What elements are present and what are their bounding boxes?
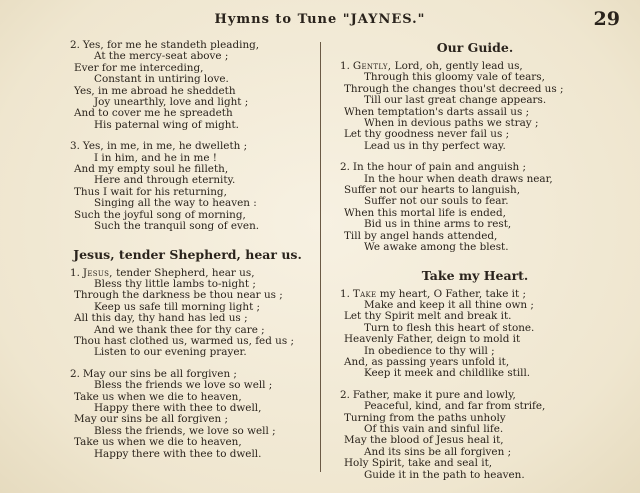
verse-line: In obedience to thy will ;	[364, 344, 495, 357]
left-column	[60, 40, 315, 470]
verse	[330, 162, 620, 253]
verse-line: Happy there with thee to dwell.	[94, 447, 262, 460]
verse-line: 2. In the hour of pain and anguish ;	[340, 161, 527, 174]
verse-line: Such the joyful song of morning,	[74, 208, 246, 221]
verse-line: When temptation's darts assail us ;	[344, 105, 530, 118]
verse-line: 1. Take my heart, O Father, take it ;	[340, 287, 526, 300]
verse-line: Peaceful, kind, and far from strife,	[364, 400, 546, 413]
verse-line: Bless thy little lambs to-night ;	[94, 277, 256, 290]
right-column	[330, 40, 620, 491]
verse-line: Listen to our evening prayer.	[94, 346, 247, 359]
verse-number: 1.	[340, 60, 350, 72]
verse-line: May our sins be all forgiven ;	[74, 413, 229, 426]
verse-line: Bid us in thine arms to rest,	[364, 218, 512, 231]
verse-line: And, as passing years unfold it,	[344, 355, 510, 368]
verse-number: 1.	[70, 266, 80, 279]
verse-line: Lead us in thy perfect way.	[364, 139, 506, 152]
first-word: Take	[352, 287, 377, 300]
first-word: Jesus,	[82, 266, 113, 279]
verse-line: When in devious paths we stray ;	[364, 117, 539, 130]
verse-line: 2. May our sins be all forgiven ;	[70, 367, 237, 380]
verse-line: Through the changes thou'st decreed us ;	[344, 82, 564, 95]
verse-line: Take us when we die to heaven,	[74, 436, 242, 449]
verse-line: I in him, and he in me !	[94, 151, 217, 164]
verse-line: Suffer not our hearts to languish,	[344, 184, 521, 197]
verse-line: Bless the friends we love so well ;	[94, 379, 273, 392]
verse-number: 2.	[340, 388, 350, 401]
verse-number: 2.	[70, 367, 80, 380]
verse-line: And to cover me he spreadeth	[74, 107, 233, 120]
verse-line: 2. Yes, for me he standeth pleading,	[70, 39, 260, 51]
verse-line: Make and keep it all thine own ;	[364, 298, 534, 311]
verse-line: Till by angel hands attended,	[344, 229, 498, 242]
verse	[330, 390, 620, 481]
verse	[330, 289, 620, 380]
verse-line: Happy there with thee to dwell,	[94, 401, 262, 414]
verse-line: Here and through eternity.	[94, 174, 236, 187]
verse-line: Heavenly Father, deign to mold it	[344, 333, 521, 346]
verse-line: Singing all the way to heaven :	[94, 197, 257, 210]
verse-line: In the hour when death draws near,	[364, 172, 553, 185]
verse-line: All this day, thy hand has led us ;	[74, 312, 248, 325]
verse-line: Keep us safe till morning light ;	[94, 300, 261, 313]
verse-line: 1. Jesus, tender Shepherd, hear us,	[70, 266, 255, 279]
verse-line: Let thy Spirit melt and break it.	[344, 310, 512, 323]
first-word: Gently,	[352, 60, 392, 72]
verse-line: 1. Gently, Lord, oh, gently lead us,	[340, 60, 523, 72]
hymn-title: Take my Heart.	[421, 267, 529, 283]
verse-line: We awake among the blest.	[364, 241, 509, 254]
verse	[60, 268, 315, 359]
verse-line: Bless the friends, we love so well ;	[94, 424, 276, 437]
page-number: 29	[593, 8, 620, 30]
verse-line: Let thy goodness never fail us ;	[344, 128, 510, 141]
verse-line: His paternal wing of might.	[94, 118, 239, 131]
verse-line: When this mortal life is ended,	[344, 206, 506, 219]
verse-line: Keep it meek and childlike still.	[364, 367, 531, 380]
hymn-title: Our Guide.	[436, 40, 514, 55]
verse-line: At the mercy-seat above ;	[94, 50, 229, 63]
verse-line: Thus I wait for his returning,	[74, 185, 227, 198]
verse-line: Suffer not our souls to fear.	[364, 195, 509, 208]
running-head	[0, 8, 640, 34]
verse-line: Through the darkness be thou near us ;	[74, 289, 283, 302]
verse-line: And my empty soul he filleth,	[74, 163, 229, 176]
verse	[60, 40, 315, 131]
verse-line: Constant in untiring love.	[94, 73, 229, 86]
page-header-title: Hymns to Tune "JAYNES."	[214, 12, 426, 27]
verse-line: Turning from the paths unholy	[344, 411, 506, 424]
verse-line: May the blood of Jesus heal it,	[344, 434, 504, 447]
verse	[60, 369, 315, 460]
verse-line: Such the tranquil song of even.	[94, 220, 260, 233]
verse-line: Joy unearthly, love and light ;	[94, 96, 249, 109]
verse-line: Ever for me interceding,	[74, 61, 204, 74]
verse-line: And we thank thee for thy care ;	[94, 323, 265, 336]
verse-line: Yes, in me abroad he sheddeth	[74, 84, 236, 97]
verse-line: Till our last great change appears.	[364, 94, 547, 107]
verse-line: Guide it in the path to heaven.	[364, 468, 525, 481]
verse-number: 2.	[70, 39, 80, 51]
column-divider	[320, 42, 321, 472]
verse	[330, 61, 620, 152]
verse-line: Turn to flesh this heart of stone.	[364, 321, 535, 334]
verse-line: 2. Father, make it pure and lowly,	[340, 388, 516, 401]
verse-line: And its sins be all forgiven ;	[364, 445, 512, 458]
verse-number: 3.	[70, 140, 80, 153]
verse-line: Holy Spirit, take and seal it,	[344, 457, 493, 470]
verse-line: Of this vain and sinful life.	[364, 422, 504, 435]
verse	[60, 141, 315, 232]
verse-line: Through this gloomy vale of tears,	[364, 71, 545, 84]
hymn-title: Jesus, tender Shepherd, hear us.	[73, 246, 302, 262]
verse-number: 1.	[340, 287, 350, 300]
verse-line: Take us when we die to heaven,	[74, 390, 242, 403]
verse-number: 2.	[340, 161, 350, 174]
verse-line: Thou hast clothed us, warmed us, fed us ;	[74, 334, 294, 347]
verse-line: 3. Yes, in me, in me, he dwelleth ;	[70, 140, 248, 153]
